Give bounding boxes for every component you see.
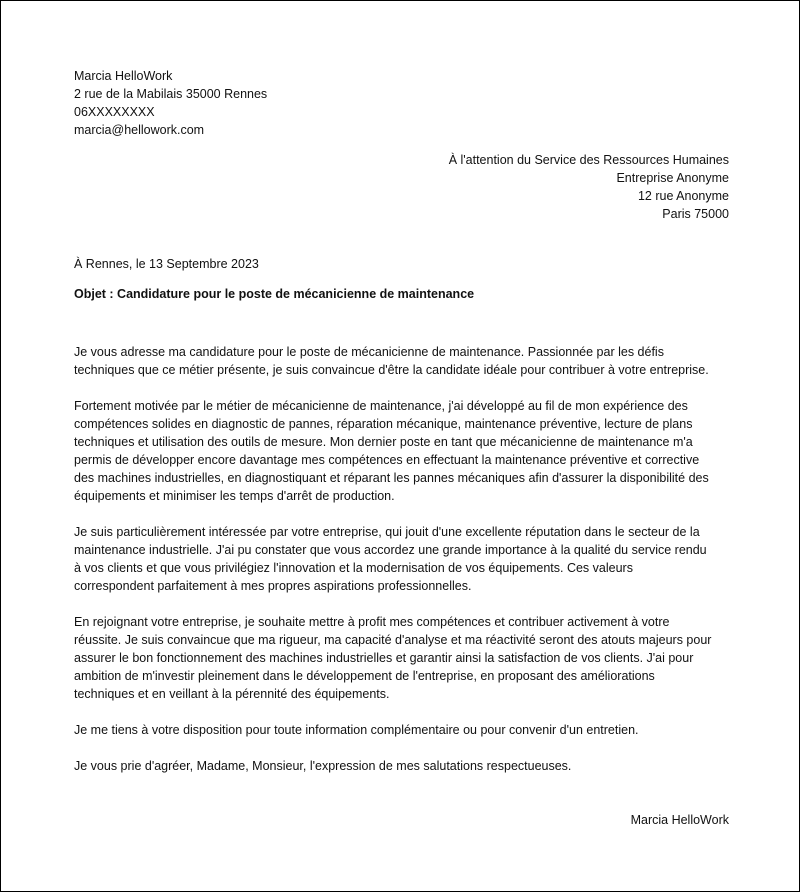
recipient-company: Entreprise Anonyme	[616, 171, 729, 185]
paragraph-availability	[74, 721, 729, 739]
paragraph-line: équipements et minimiser les temps d'arrêt de production.	[74, 489, 395, 503]
letter-body	[74, 343, 729, 793]
paragraph-closing	[74, 757, 729, 775]
paragraph-line: Fortement motivée par le métier de mécanicienne de maintenance, j'ai développé au fil de mon expérience des	[74, 399, 688, 413]
sender-address: 2 rue de la Mabilais 35000 Rennes	[74, 87, 268, 101]
paragraph-line: techniques et utilisation des outils de mesure. Mon dernier poste en tant que mécanicienne de maintenance m'a	[74, 435, 693, 449]
paragraph-line: Je suis particulièrement intéressée par votre entreprise, qui jouit d'une excellente réputation dans le secteur de la	[74, 525, 700, 539]
paragraph-motivation	[74, 397, 729, 505]
paragraph-contribution	[74, 613, 729, 703]
recipient-street: 12 rue Anonyme	[637, 189, 729, 203]
paragraph-line: assurer le bon fonctionnement des machines industrielles et garantir ainsi la satisfaction de vos clients. J'ai pour	[74, 651, 694, 665]
paragraph-line: réussite. Je suis convaincue que ma rigueur, ma capacité d'analyse et ma réactivité seront des atouts majeurs pour	[74, 633, 712, 647]
paragraph-line: des machines industrielles, en diagnostiquant et réparant les pannes mécaniques afin d'assurer la disponibilité des	[74, 471, 709, 485]
paragraph-line: compétences solides en diagnostic de pannes, réparation mécanique, maintenance préventive, lecture de plans	[74, 417, 693, 431]
paragraph-line: Je me tiens à votre disposition pour toute information complémentaire ou pour convenir d'un entretien.	[74, 723, 639, 737]
signature: Marcia HelloWork	[630, 813, 729, 827]
paragraph-line: à vos clients et que vous privilégiez l'innovation et la modernisation de vos équipements. Ces valeurs	[74, 561, 633, 575]
recipient-attention: À l'attention du Service des Ressources Humaines	[448, 153, 729, 167]
sender-phone: 06XXXXXXXX	[74, 105, 155, 119]
recipient-block	[74, 151, 729, 223]
sender-block	[74, 67, 729, 139]
paragraph-line: techniques et en veillant à la pérennité des équipements.	[74, 687, 390, 701]
paragraph-line: techniques que ce métier présente, je suis convaincue d'être la candidate idéale pour contribuer à votre entreprise.	[74, 363, 709, 377]
sender-email: marcia@hellowork.com	[74, 123, 205, 137]
paragraph-line: Je vous adresse ma candidature pour le poste de mécanicienne de maintenance. Passionnée par les défis	[74, 345, 664, 359]
paragraph-line: Je vous prie d'agréer, Madame, Monsieur, l'expression de mes salutations respectueuses.	[74, 759, 572, 773]
letter-subject: Objet : Candidature pour le poste de mécanicienne de maintenance	[74, 287, 475, 301]
sender-name: Marcia HelloWork	[74, 69, 173, 83]
paragraph-line: ambition de m'investir pleinement dans le développement de l'entreprise, en proposant des améliorations	[74, 669, 655, 683]
paragraph-company-interest	[74, 523, 729, 595]
paragraph-line: maintenance industrielle. J'ai pu constater que vous accordez une grande importance à la qualité du service rendu	[74, 543, 707, 557]
paragraph-line: correspondent parfaitement à mes propres aspirations professionnelles.	[74, 579, 472, 593]
letter-date: À Rennes, le 13 Septembre 2023	[74, 257, 259, 271]
paragraph-line: permis de développer encore davantage mes compétences en effectuant la maintenance préventive et corrective	[74, 453, 700, 467]
paragraph-intro	[74, 343, 729, 379]
recipient-city: Paris 75000	[662, 207, 729, 221]
paragraph-line: En rejoignant votre entreprise, je souhaite mettre à profit mes compétences et contribuer activement à votre	[74, 615, 670, 629]
